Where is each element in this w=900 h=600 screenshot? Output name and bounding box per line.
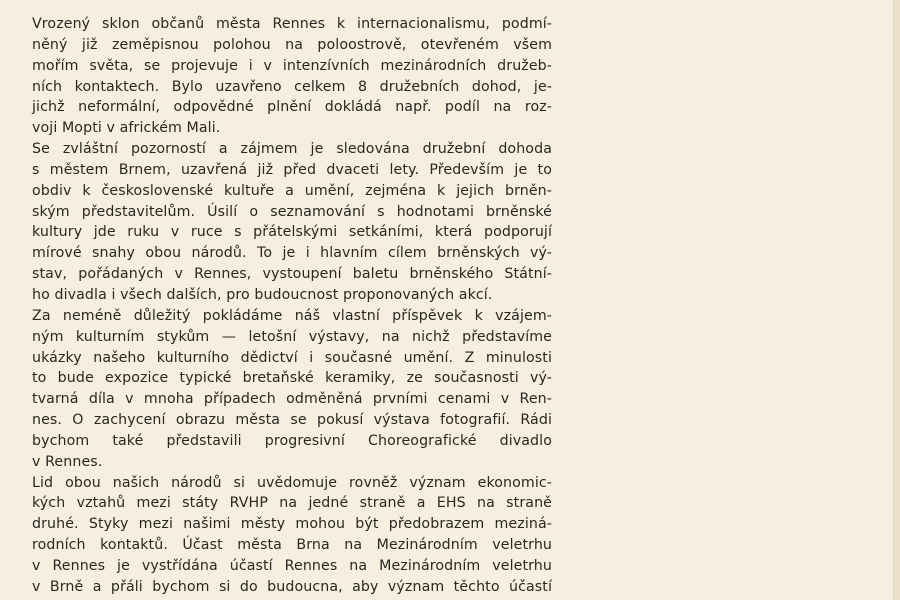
text-line: Lid obou našich národů si uvědomuje rovněž význam ekonomic- (32, 474, 552, 491)
text-line: bychom také představili progresivní Choreografické divadlo (32, 432, 552, 449)
text-line: nes. O zachycení obrazu města se pokusí výstava fotografií. Rádi (32, 412, 552, 429)
text-line: s městem Brnem, uzavřená již před dvaceti lety. Především je to (32, 161, 552, 178)
text-line: Se zvláštní pozorností a zájmem je sledována družební dohoda (32, 141, 552, 158)
text-line: ným kulturním stykům — letošní výstavy, na nichž představíme (32, 328, 552, 345)
text-line: v Brně a přáli bychom si do budoucna, aby význam těchto účastí (32, 578, 552, 595)
text-line: kých vztahů mezi státy RVHP na jedné straně a EHS na straně (32, 495, 552, 512)
text-line: druhé. Styky mezi našimi městy mohou být předobrazem meziná- (32, 516, 552, 533)
text-line: něný již zeměpisnou polohou na poloostrově, otevřeném všem (32, 36, 552, 53)
text-line: Za neméně důležitý pokládáme náš vlastní příspěvek k vzájem- (32, 307, 552, 324)
text-line: ních kontaktech. Bylo uzavřeno celkem 8 družebních dohod, je- (32, 78, 552, 95)
text-line: mírové snahy obou národů. To je i hlavním cílem brněnských vý- (32, 245, 552, 262)
text-line: ským představitelům. Úsilí o seznamování s hodnotami brněnské (32, 203, 552, 220)
text-line: voji Mopti v africkém Mali. (32, 120, 221, 137)
text-line: rodních kontaktů. Účast města Brna na Mezinárodním veletrhu (32, 537, 552, 554)
page-edge (893, 0, 900, 600)
text-line: mořím světa, se projevuje i v intenzívních mezinárodních družeb- (32, 57, 552, 74)
text-line: ho divadla i všech dalších, pro budoucnost proponovaných akcí. (32, 286, 493, 303)
text-line: Vrozený sklon občanů města Rennes k internacionalismu, podmí- (32, 16, 552, 32)
text-line: jichž neformální, odpovědné plnění dokládá např. podíl na roz- (32, 99, 552, 116)
text-line: stav, pořádaných v Rennes, vystoupení baletu brněnského Státní- (32, 266, 552, 283)
text-line: tvarná díla v mnoha případech odměněná prvními cenami v Ren- (32, 391, 552, 408)
text-line: v Rennes. (32, 453, 103, 470)
text-line: to bude expozice typické bretaňské keramiky, ze současnosti vý- (32, 370, 552, 387)
text-line: ukázky našeho kulturního dědictví i současné umění. Z minulosti (32, 349, 552, 366)
body-text (32, 14, 552, 598)
text-line: v Rennes je vystřídána účastí Rennes na Mezinárodním veletrhu (32, 557, 552, 574)
text-line: obdiv k československé kultuře a umění, zejména k jejich brněn- (32, 182, 552, 199)
text-line: kultury jde ruku v ruce s přátelskými setkáními, která podporují (32, 224, 552, 241)
